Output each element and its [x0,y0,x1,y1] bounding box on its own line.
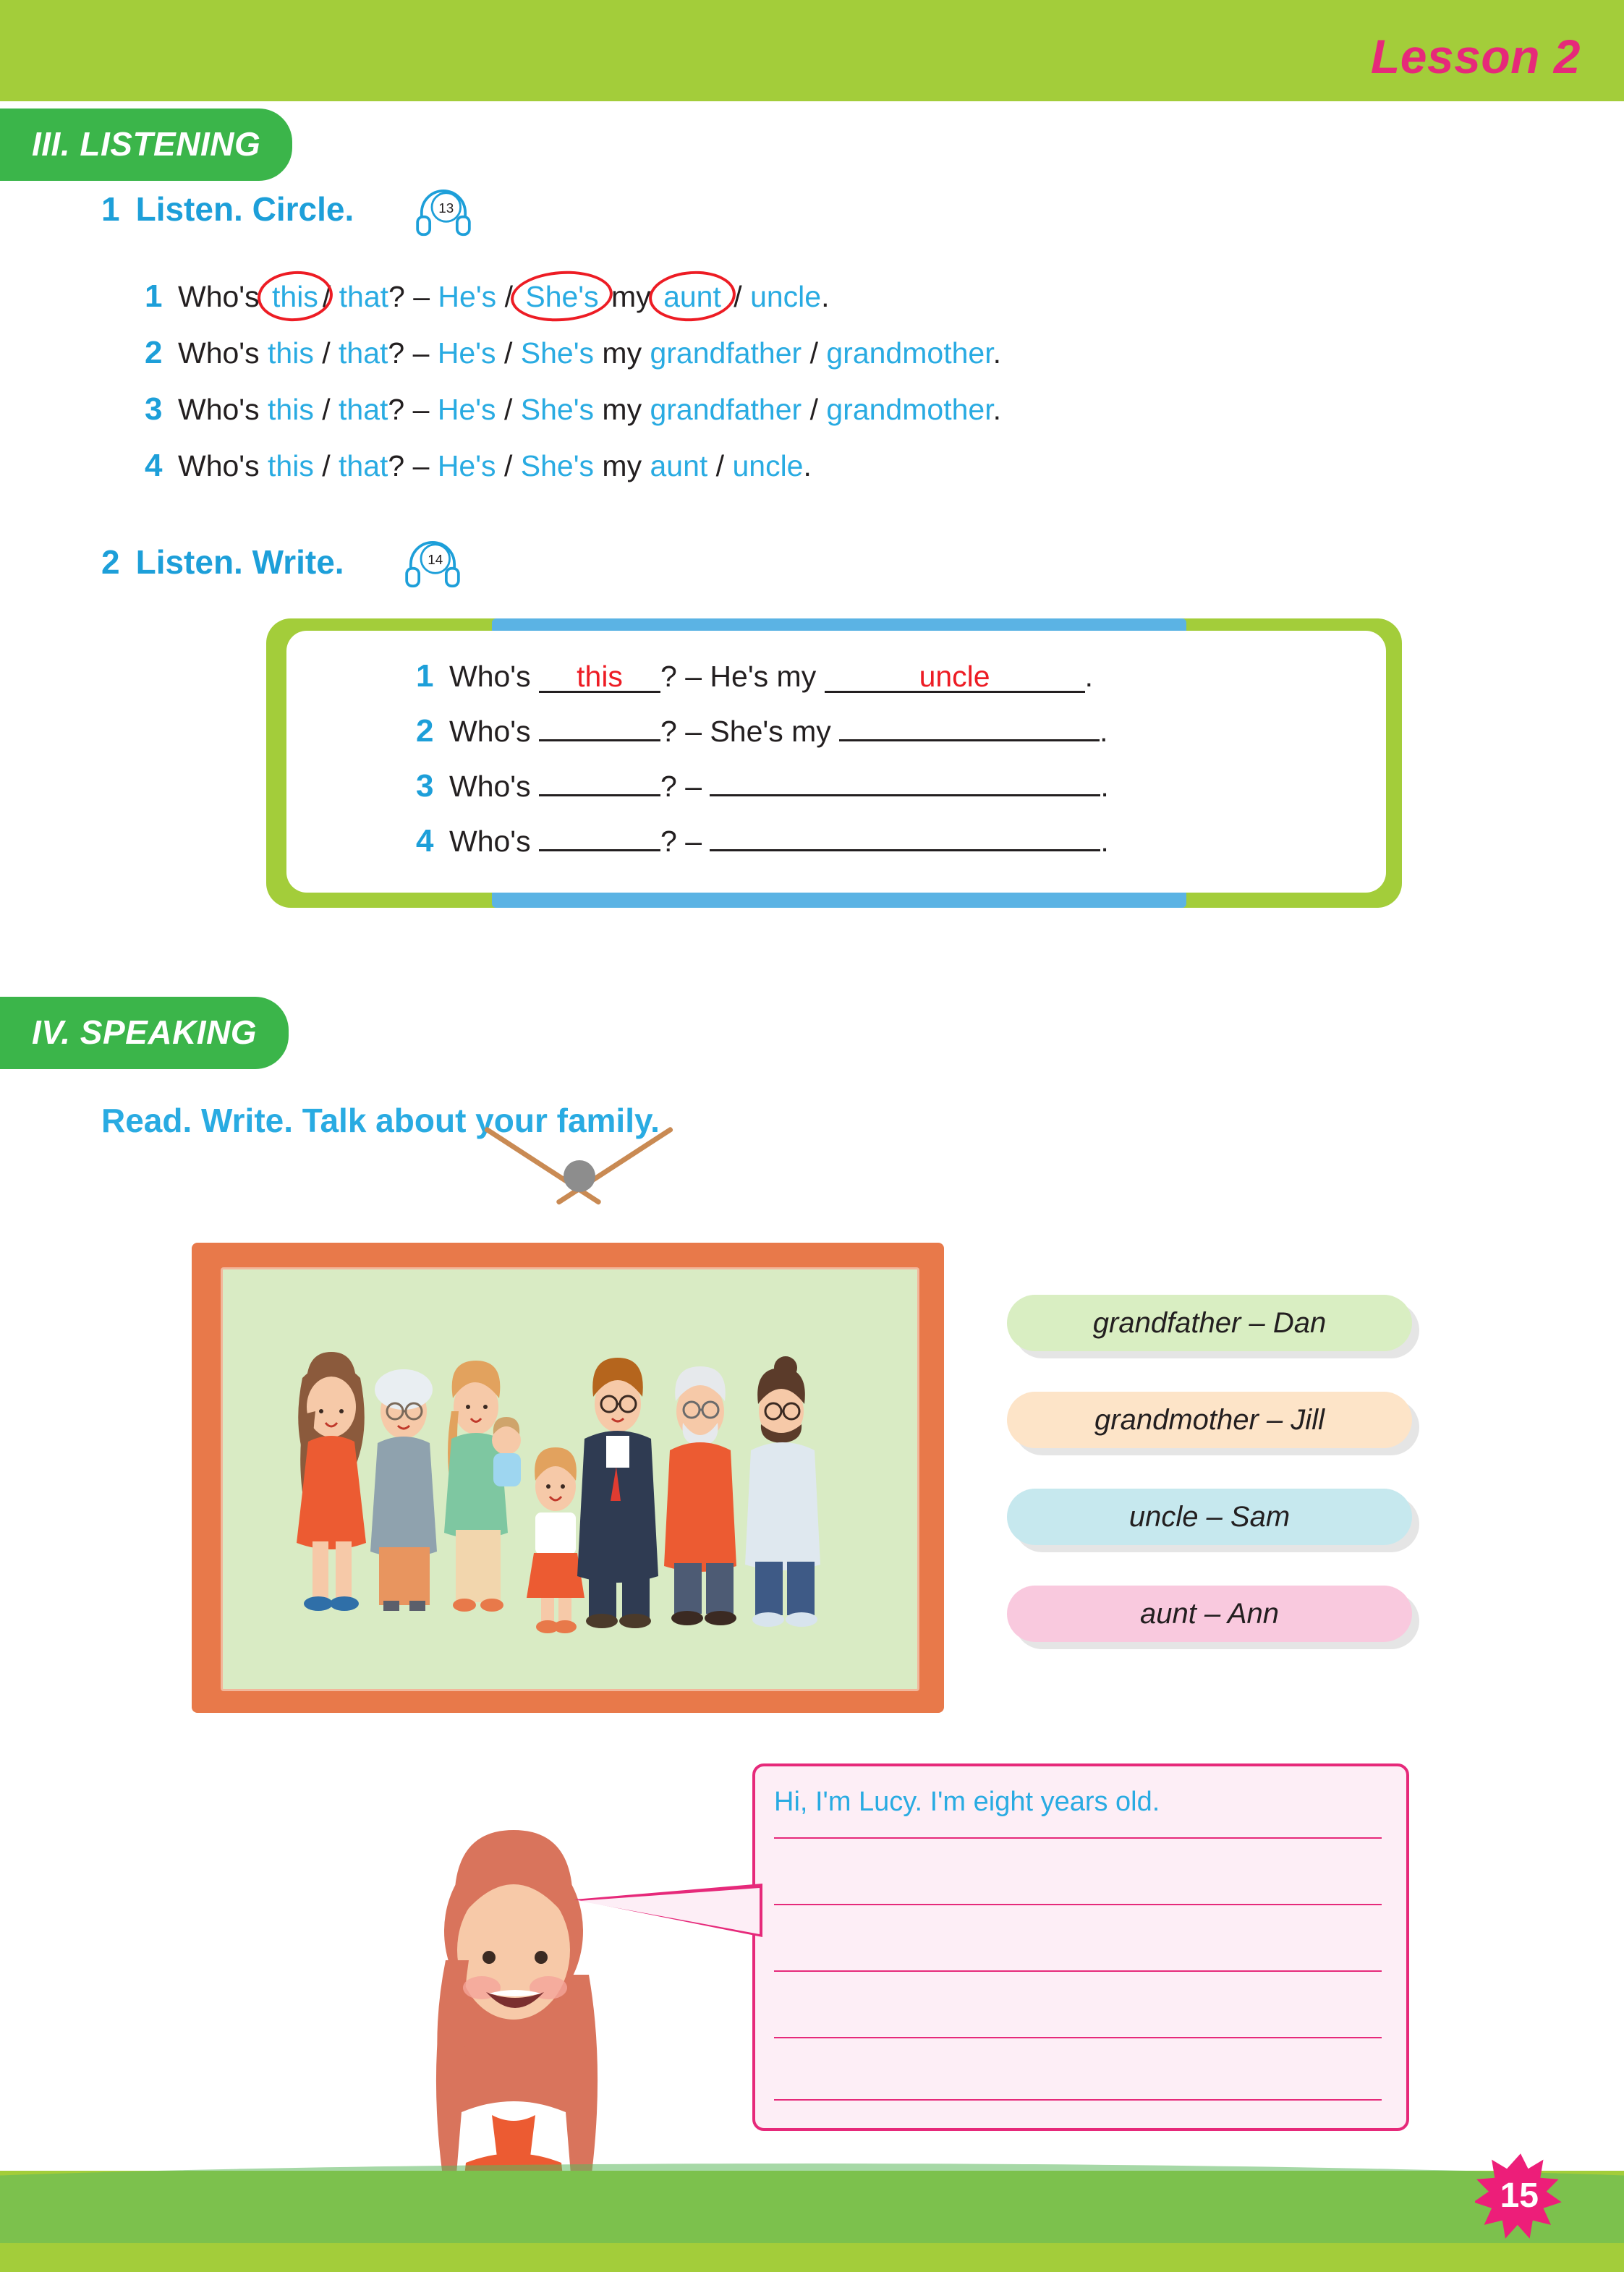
lesson-title: Lesson 2 [1370,30,1581,83]
writing-line[interactable] [774,2037,1382,2038]
question-text: . [1100,770,1109,803]
question-text: ? – [660,770,710,803]
word-option: / [313,393,339,426]
section-header-listening: III. LISTENING [0,109,292,181]
answer-blank[interactable]: this [539,663,660,693]
word-option: Who's [178,449,268,482]
writing-line[interactable] [774,1970,1382,1972]
footer-green-wave [0,2163,1624,2243]
word-option[interactable]: grandfather [650,336,802,370]
word-option[interactable]: He's [438,280,497,313]
circled-answer-option[interactable]: aunt [659,280,726,314]
writing-line[interactable] [774,1904,1382,1905]
exercise-1-item[interactable] [145,391,1001,427]
question-text: ? – He's my [660,660,825,693]
word-option[interactable]: She's [520,336,595,370]
headphones-icon-14 [405,541,460,589]
answer-blank[interactable]: uncle [825,663,1085,693]
item-number: 3 [416,768,434,804]
exercise-2-item[interactable] [416,658,1109,694]
answer-blank[interactable] [539,849,660,851]
word-option: ? – [388,280,438,313]
question-text: ? – She's my [660,715,840,748]
circled-answer-option[interactable]: She's [521,280,603,314]
question-text: . [1084,660,1093,693]
item-number: 4 [145,448,163,483]
writing-line[interactable] [774,2099,1382,2101]
word-option: Who's [178,336,268,370]
word-option: / [322,280,339,313]
word-option[interactable]: this [268,336,314,370]
word-chip-grandfather[interactable]: grandfather – Dan [1007,1295,1412,1351]
frame-nail [564,1160,595,1192]
exercise-1-item[interactable] [145,335,1001,371]
word-option: / [313,449,339,482]
answer-blank[interactable] [710,794,1100,796]
circled-answer-option[interactable]: this [268,280,323,314]
word-option: ? – [388,336,438,370]
writing-line[interactable] [774,1837,1382,1839]
answer-blank[interactable] [539,794,660,796]
word-option[interactable]: that [339,449,388,482]
word-option: . [992,336,1001,370]
exercise-1-heading [101,190,354,229]
word-option[interactable]: that [339,336,388,370]
question-text: Who's [449,660,540,693]
word-option: / [496,336,521,370]
word-option: / [313,336,339,370]
word-option: / [496,393,521,426]
word-option[interactable]: that [339,393,388,426]
speech-bubble[interactable] [752,1763,1409,2131]
question-text: ? – [660,825,710,858]
speech-bubble-text: Hi, I'm Lucy. I'm eight years old. [774,1787,1160,1817]
word-option: ? – [388,393,438,426]
word-option: my [594,393,650,426]
answer-blank[interactable] [539,739,660,741]
word-option[interactable]: grandmother [826,336,993,370]
word-option[interactable]: grandmother [826,393,993,426]
word-option: / [707,449,733,482]
answer-blank[interactable] [839,739,1100,741]
section-header-speaking: IV. SPEAKING [0,997,289,1069]
word-chip-grandmother[interactable]: grandmother – Jill [1007,1392,1412,1448]
word-option[interactable]: grandfather [650,393,802,426]
headphones-icon-13 [416,190,471,237]
word-option: / [802,336,827,370]
word-option: / [802,393,827,426]
family-illustration [223,1269,917,1689]
word-option: / [496,280,522,313]
exercise-1-instruction: Listen. Circle. [135,190,354,228]
word-option[interactable]: He's [437,449,496,482]
word-option: . [992,393,1001,426]
word-option[interactable]: this [268,449,314,482]
exercise-2-item[interactable] [416,823,1109,859]
item-number: 1 [416,658,434,694]
item-number: 2 [145,335,163,370]
word-option: . [821,280,830,313]
question-text: Who's [449,715,540,748]
item-number: 1 [145,278,163,314]
exercise-1-number: 1 [101,190,120,228]
word-option[interactable]: She's [520,393,595,426]
word-option[interactable]: uncle [732,449,804,482]
speaking-instruction: Read. Write. Talk about your family. [101,1102,660,1139]
word-option[interactable]: that [339,280,389,313]
question-text: . [1100,825,1109,858]
word-option[interactable]: aunt [650,449,708,482]
answer-blank[interactable] [710,849,1100,851]
track-number-2: 14 [428,552,443,568]
exercise-2-number: 2 [101,543,120,581]
word-option[interactable]: this [268,393,314,426]
word-option[interactable]: uncle [750,280,822,313]
word-option: my [594,449,650,482]
item-number: 3 [145,391,163,427]
word-option: my [594,336,650,370]
word-chip-aunt[interactable]: aunt – Ann [1007,1586,1412,1642]
exercise-1-item[interactable] [145,448,1001,484]
page-number: 15 [1500,2177,1539,2215]
word-option: Who's [178,393,268,426]
word-option: . [803,449,812,482]
exercise-2-item[interactable] [416,768,1109,804]
exercise-2-instruction: Listen. Write. [135,543,344,581]
item-number: 4 [416,823,434,859]
item-number: 2 [416,713,434,749]
word-option[interactable]: He's [437,393,496,426]
word-option: ? – [388,449,438,482]
word-option: Who's [178,280,268,313]
word-option[interactable]: He's [437,336,496,370]
exercise-1-item[interactable] [145,278,1001,315]
word-chip-uncle[interactable]: uncle – Sam [1007,1489,1412,1545]
family-photo [221,1267,919,1691]
exercise-2-rows[interactable] [416,658,1109,878]
exercise-1-rows [145,278,1001,504]
question-text: Who's [449,825,540,858]
word-option: my [603,280,660,313]
question-text: . [1100,715,1108,748]
word-option: / [725,280,751,313]
track-number-1: 13 [438,200,454,216]
question-text: Who's [449,770,540,803]
speech-bubble-tail [579,1888,760,1934]
word-option[interactable]: She's [520,449,595,482]
exercise-2-heading [101,543,344,582]
word-option: / [496,449,521,482]
exercise-2-item[interactable] [416,713,1109,749]
